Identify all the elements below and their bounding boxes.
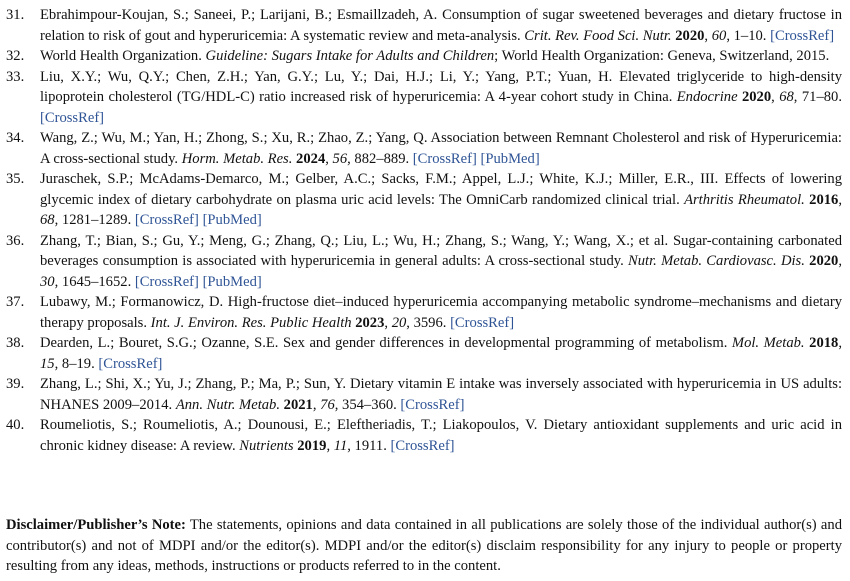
disclaimer-paragraph: [6, 515, 842, 577]
reference-segment: , 8–19.: [54, 355, 99, 372]
crossref-link[interactable]: [CrossRef]: [400, 396, 465, 413]
journal-or-volume: Ann. Nutr. Metab.: [175, 396, 280, 413]
reference-item: [0, 128, 850, 169]
journal-or-volume: 11: [333, 437, 348, 454]
reference-segment: Juraschek, S.P.; McAdams-Demarco, M.; Gelber, A.C.; Sacks, F.M.; Appel, L.J.; White, K.J.; Miller, E.R., III. Effects of lowering glycemic index of dietary carbohydrate on plasma uric acid levels: The OmniCarb randomized clinical trial.: [40, 171, 842, 208]
reference-segment: , 1911.: [347, 437, 391, 454]
journal-or-volume: 56: [332, 150, 348, 167]
reference-item: [0, 169, 850, 231]
crossref-link[interactable]: [CrossRef]: [134, 212, 199, 228]
reference-segment: , 1645–1652.: [54, 273, 135, 290]
publication-year: 2018: [809, 335, 839, 351]
reference-segment: ,: [838, 253, 842, 269]
reference-segment: ,: [384, 314, 392, 331]
publication-year: 2019: [297, 437, 327, 454]
publication-year: 2020: [675, 27, 705, 44]
reference-segment: , 882–889.: [347, 150, 413, 167]
reference-item: [0, 231, 850, 293]
reference-segment: ,: [838, 191, 842, 208]
reference-number: 39.: [6, 376, 25, 392]
reference-item: [0, 5, 850, 46]
reference-item: [0, 46, 850, 67]
reference-text: [40, 335, 842, 372]
crossref-link[interactable]: [CrossRef]: [412, 150, 477, 167]
reference-number: 40.: [6, 417, 25, 433]
reference-text: [40, 376, 842, 413]
crossref-link[interactable]: [CrossRef]: [40, 109, 105, 126]
journal-or-volume: Nutrients: [239, 437, 294, 454]
crossref-link[interactable]: [CrossRef]: [98, 355, 163, 372]
reference-item: [0, 333, 850, 374]
crossref-link[interactable]: [CrossRef]: [450, 314, 515, 331]
reference-number: 35.: [6, 171, 25, 187]
reference-segment: Liu, X.Y.; Wu, Q.Y.; Chen, Z.H.; Yan, G.Y.; Lu, Y.; Dai, H.J.; Li, Y.; Yang, P.T.; Yuan, H. Elevated triglyceride to high-density lipoprotein cholesterol (TG/HDL-C) ratio increased risk of hyperuricemia: A 4-year cohort study in China.: [40, 68, 842, 105]
reference-text: [40, 69, 842, 126]
reference-number: 38.: [6, 335, 25, 351]
reference-item: [0, 292, 850, 333]
reference-segment: , 1281–1289.: [54, 212, 135, 228]
reference-segment: ,: [771, 89, 780, 105]
journal-or-volume: 60: [711, 27, 727, 44]
reference-segment: Zhang, L.; Shi, X.; Yu, J.; Zhang, P.; Ma, P.; Sun, Y. Dietary vitamin E intake was inversely associated with hyperuricemia in US adults: NHANES 2009–2014.: [40, 376, 842, 413]
journal-or-volume: 30: [40, 273, 55, 290]
crossref-link[interactable]: [CrossRef]: [770, 27, 835, 44]
disclaimer-label: Disclaimer/Publisher’s Note:: [6, 517, 186, 533]
reference-number: 31.: [6, 7, 25, 23]
reference-segment: Lubawy, M.; Formanowicz, D. High-fructose diet–induced hyperuricemia accompanying metabolic syndrome–mechanisms and dietary therapy proposals.: [40, 294, 842, 331]
journal-or-volume: Crit. Rev. Food Sci. Nutr.: [524, 27, 672, 44]
crossref-link[interactable]: [CrossRef]: [390, 437, 455, 454]
publication-year: 2016: [809, 191, 839, 208]
reference-item: [0, 415, 850, 456]
reference-segment: ,: [326, 437, 334, 454]
reference-segment: , 3596.: [406, 314, 451, 331]
reference-list: [0, 5, 850, 456]
reference-segment: Wang, Z.; Wu, M.; Yan, H.; Zhong, S.; Xu, R.; Zhao, Z.; Yang, Q. Association between Remnant Cholesterol and risk of Hyperuricemia: A cross-sectional study.: [40, 130, 842, 167]
reference-number: 34.: [6, 130, 25, 146]
reference-segment: Zhang, T.; Bian, S.; Gu, Y.; Meng, G.; Zhang, Q.; Liu, L.; Wu, H.; Zhang, S.; Wang, Y.; Wang, X.; et al. Sugar-containing carbonated beverages consumption is associated with hyperuricemia in general adults: A cross-sectional study.: [40, 232, 842, 269]
reference-text: [40, 130, 842, 167]
reference-segment: ,: [838, 335, 842, 351]
journal-or-volume: Arthritis Rheumatol.: [684, 191, 805, 208]
pubmed-link[interactable]: [PubMed]: [480, 150, 540, 167]
reference-segment: ,: [704, 27, 712, 44]
reference-segment: Ebrahimpour-Koujan, S.; Saneei, P.; Larijani, B.; Esmaillzadeh, A. Consumption of sugar sweetened beverages and dietary fructose in relation to risk of gout and hyperuricemia: A systematic review and meta-analysis.: [40, 7, 842, 44]
journal-or-volume: Guideline: Sugars Intake for Adults and Children: [205, 48, 495, 64]
journal-or-volume: Nutr. Metab. Cardiovasc. Dis.: [628, 253, 805, 269]
reference-number: 36.: [6, 232, 25, 249]
publication-year: 2020: [741, 89, 772, 105]
journal-or-volume: 68: [40, 212, 55, 228]
reference-segment: World Health Organization.: [40, 48, 206, 64]
reference-text: [40, 48, 829, 64]
publication-year: 2024: [296, 150, 326, 167]
reference-number: 37.: [6, 294, 25, 310]
crossref-link[interactable]: [CrossRef]: [134, 273, 199, 290]
disclaimer-text: The statements, opinions and data contained in all publications are solely those of the individual author(s) and contributor(s) and not of MDPI and/or the editor(s). MDPI and/or the editor(s) disclaim responsibility for any injury to people or property resulting from any ideas, methods, instructions or products referred to in the content.: [6, 517, 842, 574]
reference-segment: ,: [312, 396, 321, 413]
journal-or-volume: 20: [391, 314, 407, 331]
journal-or-volume: 68: [779, 89, 794, 105]
reference-segment: , 71–80.: [793, 89, 842, 105]
reference-segment: Roumeliotis, S.; Roumeliotis, A.; Dounousi, E.; Eleftheriadis, T.; Liakopoulos, V. Dietary antioxidant supplements and uric acid in chronic kidney disease: A review.: [40, 417, 842, 454]
reference-text: [40, 417, 842, 454]
journal-or-volume: Horm. Metab. Res.: [181, 150, 293, 167]
reference-segment: , 354–360.: [334, 396, 401, 413]
journal-or-volume: 76: [320, 396, 335, 413]
reference-item: [0, 67, 850, 129]
reference-segment: ; World Health Organization: Geneva, Switzerland, 2015.: [494, 48, 830, 64]
reference-text: [40, 171, 842, 228]
pubmed-link[interactable]: [PubMed]: [202, 212, 262, 228]
reference-segment: Dearden, L.; Bouret, S.G.; Ozanne, S.E. Sex and gender differences in developmental programming of metabolism.: [40, 335, 732, 351]
reference-text: [40, 233, 842, 290]
journal-or-volume: Mol. Metab.: [731, 335, 805, 351]
reference-segment: ,: [325, 150, 333, 167]
reference-number: 33.: [6, 68, 25, 85]
journal-or-volume: Int. J. Environ. Res. Public Health: [150, 314, 352, 331]
publication-year: 2023: [355, 314, 385, 331]
reference-item: [0, 374, 850, 415]
reference-text: [40, 294, 842, 331]
pubmed-link[interactable]: [PubMed]: [202, 273, 262, 290]
reference-number: 32.: [6, 48, 25, 64]
reference-text: [40, 7, 842, 44]
journal-or-volume: Endocrine: [676, 89, 738, 105]
reference-segment: , 1–10.: [726, 27, 771, 44]
publication-year: 2021: [283, 396, 313, 413]
journal-or-volume: 15: [40, 355, 55, 372]
publication-year: 2020: [809, 253, 839, 269]
